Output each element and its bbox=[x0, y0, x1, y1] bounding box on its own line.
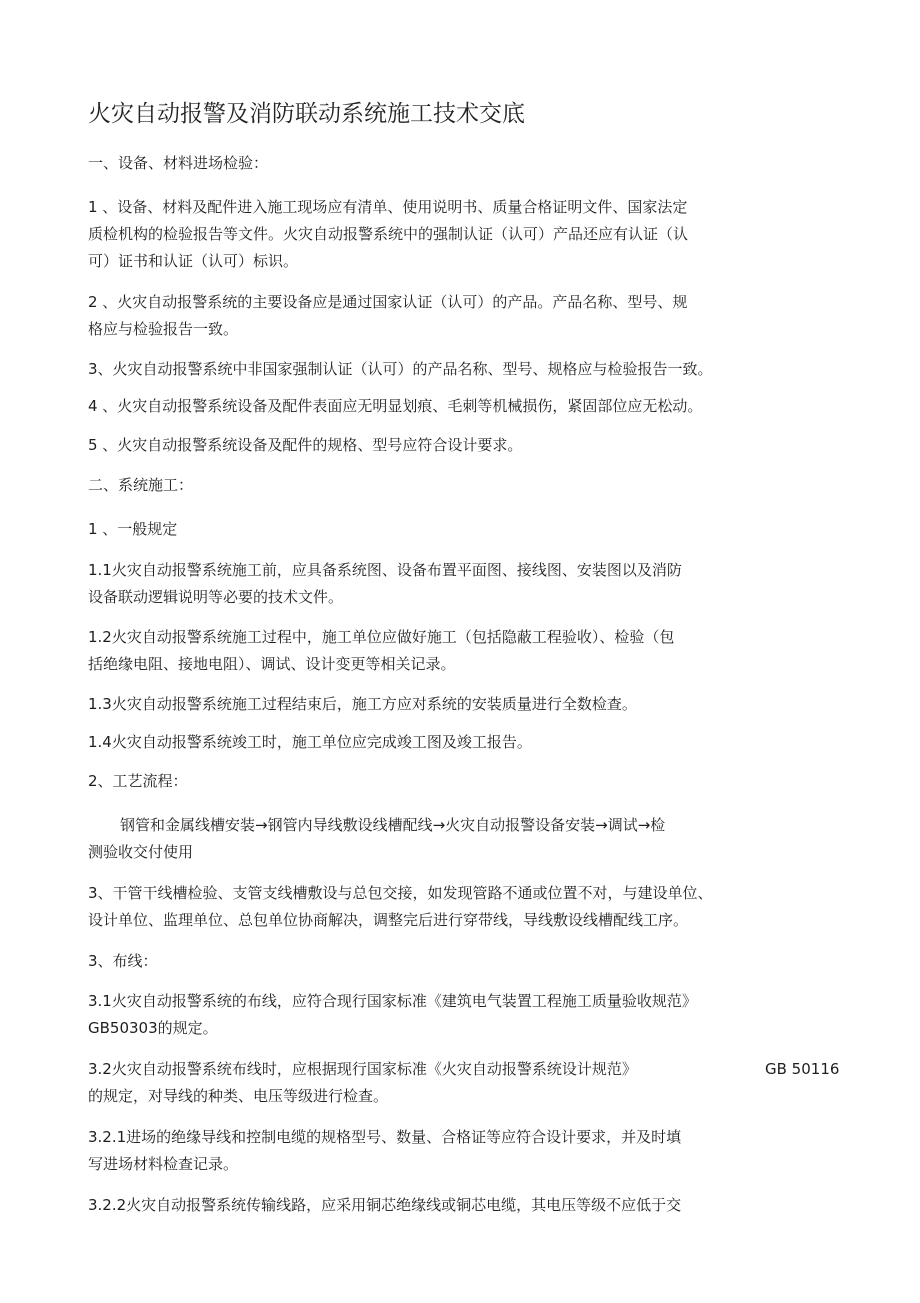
process-flow-heading: 2、工艺流程： bbox=[88, 772, 188, 790]
section2-heading: 二、系统施工： bbox=[88, 476, 194, 494]
wiring-heading: 3、布线： bbox=[88, 952, 158, 970]
section1-item2: 2 、火灾自动报警系统的主要设备应是通过国家认证（认可）的产品。产品名称、型号、规 格应与检验报告一致。 bbox=[88, 293, 688, 338]
clause-3-2-1: 3.2.1进场的绝缘导线和控制电缆的规格型号、数量、合格证等应符合设计要求，并及时填 写进场材料检查记录。 bbox=[88, 1128, 682, 1173]
clause-1-3: 1.3火灾自动报警系统施工过程结束后，施工方应对系统的安装质量进行全数检查。 bbox=[88, 695, 637, 713]
document-title: 火灾自动报警及消防联动系统施工技术交底 bbox=[88, 101, 525, 127]
section1-heading: 一、设备、材料进场检验： bbox=[88, 154, 269, 172]
clause-1-2: 1.2火灾自动报警系统施工过程中，施工单位应做好施工（包括隐蔽工程验收）、检验（包 括绝缘电阻、接地电阻）、调试、设计变更等相关记录。 bbox=[88, 628, 675, 673]
clause-3-1: 3.1火灾自动报警系统的布线，应符合现行国家标准《建筑电气装置工程施工质量验收规范》 GB50303的规定。 bbox=[88, 992, 697, 1037]
process-flow: 钢管和金属线槽安装→钢管内导线敷设线槽配线→火灾自动报警设备安装→调试→检 测验收交付使用 bbox=[88, 816, 666, 861]
section1-item1: 1 、设备、材料及配件进入施工现场应有清单、使用说明书、质量合格证明文件、国家法定 质检机构的检验报告等文件。火灾自动报警系统中的强制认证（认可）产品还应有认证（认 可）证书和认证（认可）标识。 bbox=[88, 198, 689, 270]
standard-code: GB 50116 bbox=[765, 1060, 840, 1078]
section1-item5: 5 、火灾自动报警系统设备及配件的规格、型号应符合设计要求。 bbox=[88, 436, 523, 454]
clause-3-handover: 3、干管干线槽检验、支管支线槽敷设与总包交接，如发现管路不通或位置不对，与建设单位、 设计单位、监理单位、总包单位协商解决，调整完后进行穿带线，导线敷设线槽配线工序。 bbox=[88, 884, 713, 929]
section1-item4: 4 、火灾自动报警系统设备及配件表面应无明显划痕、毛刺等机械损伤，紧固部位应无松动。 bbox=[88, 397, 703, 415]
clause-3-2-line1: 3.2火灾自动报警系统布线时，应根据现行国家标准《火灾自动报警系统设计规范》 GB 50116 bbox=[88, 1056, 808, 1083]
clause-3-2-2: 3.2.2火灾自动报警系统传输线路，应采用铜芯绝缘线或铜芯电缆，其电压等级不应低于交 bbox=[88, 1196, 682, 1214]
clause-1-1: 1.1火灾自动报警系统施工前，应具备系统图、设备布置平面图、接线图、安装图以及消防 设备联动逻辑说明等必要的技术文件。 bbox=[88, 561, 682, 606]
general-rules-heading: 1 、一般规定 bbox=[88, 520, 178, 538]
clause-3-2: 3.2火灾自动报警系统布线时，应根据现行国家标准《火灾自动报警系统设计规范》 GB 50116 的规定，对导线的种类、电压等级进行检查。 bbox=[88, 1056, 808, 1110]
clause-1-4: 1.4火灾自动报警系统竣工时，施工单位应完成竣工图及竣工报告。 bbox=[88, 733, 532, 751]
section1-item3: 3、火灾自动报警系统中非国家强制认证（认可）的产品名称、型号、规格应与检验报告一致。 bbox=[88, 360, 713, 378]
